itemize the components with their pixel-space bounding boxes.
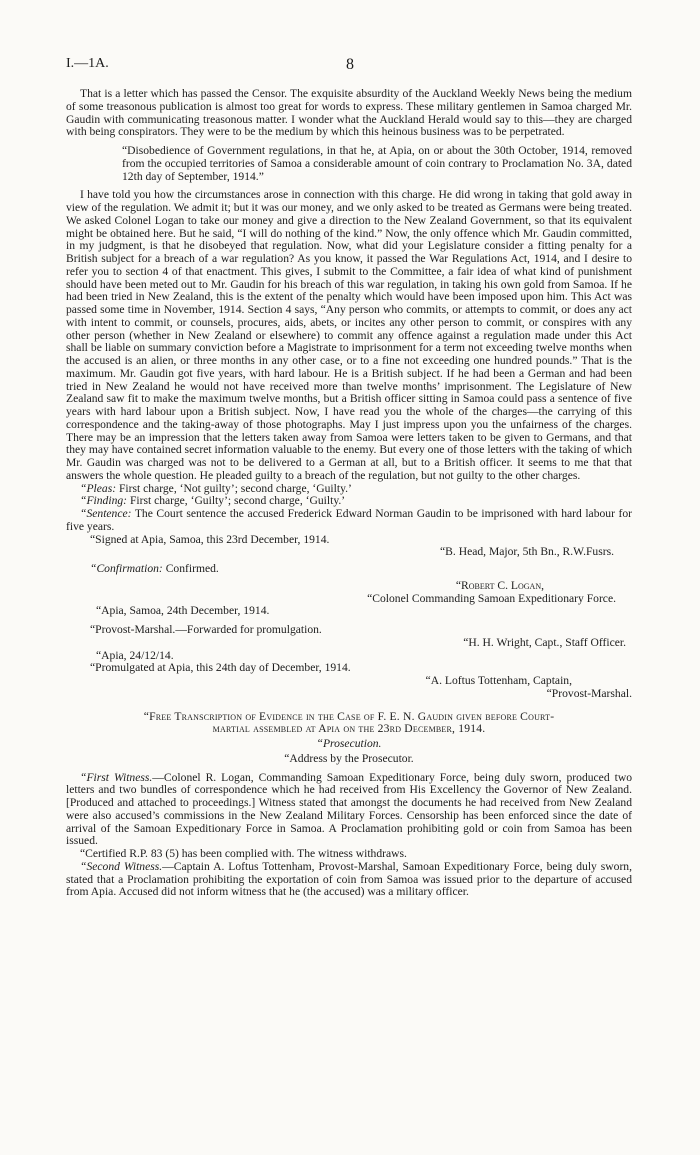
signed-line: “Signed at Apia, Samoa, this 23rd December, 1914.: [90, 532, 330, 546]
prosecution-heading: [66, 738, 632, 751]
pleas-text: First charge, ‘Not guilty’; second charge, ‘Guilty.’: [118, 481, 352, 495]
second-witness-label: “Second Witness.: [80, 859, 163, 873]
prosecution-heading-text: “Prosecution.: [316, 737, 382, 750]
provost-forward: “Provost-Marshal.—Forwarded for promulgation.: [90, 623, 322, 636]
first-witness-label: “First Witness.: [80, 770, 153, 784]
apia-date-2: “Apia, 24/12/14.: [96, 648, 174, 662]
address-heading: “Address by the Prosecutor.: [284, 751, 414, 765]
first-witness-paragraph: [66, 772, 632, 849]
finding-text: First charge, ‘Guilty’; second charge, ‘Guilty.’: [129, 494, 346, 508]
wright-signature: “H. H. Wright, Capt., Staff Officer.: [463, 635, 626, 649]
sentence-label: “Sentence:: [80, 507, 132, 520]
document-reference: I.—1A.: [66, 56, 109, 71]
second-witness-paragraph: [66, 861, 632, 899]
certified-line: “Certified R.P. 83 (5) has been complied with. The witness withdraws.: [80, 847, 407, 860]
page-header: [66, 56, 634, 76]
paragraph-censor: That is a letter which has passed the Censor. The exquisite absurdity of the Auckland Weekly News being the medium of some treasonous publication is almost too great for words to express. These military gentlemen in Samoa charged Mr. Gaudin with communicating treasonous matter. I wonder what the Auckland Herald would say to this—they are charged with being conspirators. They were to be the medium by which this heinous business was to be perpetrated.: [66, 87, 632, 139]
finding-label: “Finding:: [80, 494, 128, 508]
tottenham-signature: “A. Loftus Tottenham, Captain,: [425, 674, 572, 687]
head-signature: “B. Head, Major, 5th Bn., R.W.Fusrs.: [440, 545, 614, 559]
logan-title: “Colonel Commanding Samoan Expeditionary Force.: [367, 591, 616, 605]
document-body: [66, 88, 632, 899]
tottenham-title: “Provost-Marshal.: [546, 686, 632, 700]
logan-name: [66, 580, 632, 593]
transcript-title-line-1: “Free Transcription of Evidence in the Case of F. E. N. Gaudin given before Court-: [143, 709, 555, 723]
confirmation-line: [66, 563, 632, 576]
pleas-label: “Pleas:: [80, 481, 117, 495]
transcript-title-line-2: martial assembled at Apia on the 23rd December, 1914.: [212, 722, 486, 736]
sentence-text: The Court sentence the accused Frederick Edward Norman Gaudin to be imprisoned with hard labour for five years.: [66, 507, 632, 533]
apia-date-1: “Apia, Samoa, 24th December, 1914.: [96, 604, 270, 618]
page-number: 8: [346, 56, 354, 73]
charge-text: “Disobedience of Government regulations, in that he, at Apia, on or about the 30th October, 1914, removed from the occupied territories of Samoa a considerable amount of coin contrary to Proclamation No. 3A, dated 12th day of September, 1914.”: [122, 144, 632, 183]
first-witness-text: —Colonel R. Logan, Commanding Samoan Expeditionary Force, being duly sworn, produced two letters and two bundles of correspondence which he had received from His Excellency the Governor of New Zealand. [Produced and attached to proceedings.] Witness stated that amongst the documents he had received from New Zealand were also accused’s commissions in the New Zealand Military Forces. Censorship has been enforced since the date of arrival of the Samoan Expeditionary Force in Samoa. A Proclamation prohibiting gold or coin from Samoa has been issued.: [66, 770, 632, 848]
confirmation-text: Confirmed.: [165, 562, 219, 575]
confirmation-label: “Confirmation:: [90, 562, 163, 575]
paragraph-argument: I have told you how the circumstances arose in connection with this charge. He did wrong in taking that gold away in view of the regulation. We admit it; but it was our money, and we only asked to be treated as Germans were being treated. We asked Colonel Logan to take our money and give a direction to the New Zealand Government, so that its equivalent might be obtained here. But he said, “I will do nothing of the kind.” Now, the only offence which Mr. Gaudin committed, in my judgment, is that he disobeyed that regulation. Now, what did your Legislature consider a fitting penalty for a British subject for a breach of a war regulation? As you know, it passed the War Regulations Act, 1914, and I desire to refer you to section 4 of that enactment. This gives, I submit to the Committee, a fair idea of what kind of punishment should have been meted out to Mr. Gaudin for his breach of this war regulation, in taking his own gold from Samoa. If he had been tried in New Zealand, this is the extent of the penalty which would have been imposed upon him. This Act was passed some time in November, 1914. Section 4 says, “Any person who commits, or attempts to commit, or does any act with intent to commit, or counsels, procures, aids, abets, or incites any other person to commit, or conspires with any other person (whether in New Zealand or elsewhere) to commit any offence against a regulation made under this Act shall be liable on summary conviction before a Magistrate to imprisonment for a term not exceeding twelve months when the accused is an alien, or three months in any other case, or to a fine not exceeding one hundred pounds.” That is the maximum. Mr. Gaudin got five years, with hard labour. He is a British subject. If he had been a German and had been tried in New Zealand he would not have received more than twelve months’ imprisonment. The Legislature of New Zealand saw fit to make the maximum twelve months, but a British officer sitting in Samoa could pass a sentence of five years with hard labour upon a British subject. Now, I have read you the whole of the charges—the carrying of this correspondence and the taking-away of those photographs. May I just impress upon you the unfairness of the charges. There may be an impression that the letters taken away from Samoa were letters taken to be given to Germans, and that they may have contained secret information valuable to the enemy. But every one of those letters with the taking of which Mr. Gaudin was charged was not to be delivered to a German at all, but to a British officer. It seems to me that that answers the whole question. He pleaded guilty to a breach of the regulation, but not guilty to the other charges.: [66, 188, 632, 482]
charge-quote: [122, 145, 632, 183]
sentence-line: [66, 508, 632, 534]
second-witness-text: —Captain A. Loftus Tottenham, Provost-Marshal, Samoan Expeditionary Force, being duly sworn, stated that a Proclamation prohibiting the exportation of coin from Samoa was issued prior to the departure of accused from Apia. Accused did not inform witness that he (the accused) was a military officer.: [66, 859, 633, 899]
promulgated-line: “Promulgated at Apia, this 24th day of December, 1914.: [90, 661, 351, 675]
logan-name-text: “Robert C. Logan,: [455, 578, 544, 592]
